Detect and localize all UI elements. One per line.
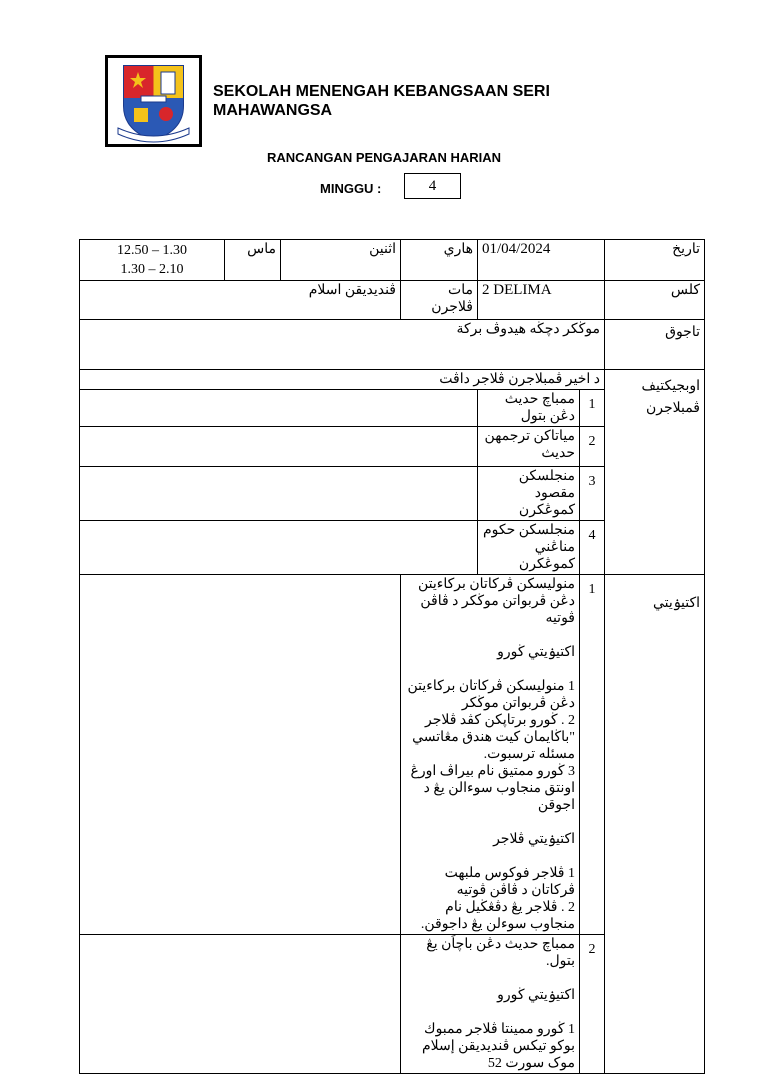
school-logo [105, 55, 202, 147]
topic-row [80, 320, 705, 370]
objectives-intro-row [80, 370, 705, 390]
date-value: 01/04/2024 [478, 240, 605, 281]
week-label: MINGGU : [320, 181, 382, 196]
time-label: ماس [225, 240, 281, 281]
activity-row [80, 575, 705, 935]
class-label: كلس [605, 281, 705, 320]
objectives-label: اوبجيكتيف ڤمبلاجرن [605, 370, 705, 575]
activities-label: اكتيۏيتي [605, 575, 705, 1074]
day-label: هاري [401, 240, 478, 281]
document-title: RANCANGAN PENGAJARAN HARIAN [266, 150, 501, 165]
topic-label: تاجوق [605, 320, 705, 370]
activity-number: 1 [580, 575, 605, 935]
school-crest-icon [108, 58, 199, 144]
objective-number: 1 [580, 390, 605, 427]
class-value: 2 DELIMA [478, 281, 605, 320]
subject-label: مات ڤلاجرن [401, 281, 478, 320]
objective-text: ممباچ حديث دڠن بتول [478, 390, 580, 427]
objective-number: 3 [580, 467, 605, 521]
lesson-plan-table [79, 239, 705, 1074]
objective-number: 4 [580, 521, 605, 575]
date-label: تاريخ [605, 240, 705, 281]
info-row-class [80, 281, 705, 320]
objective-text: مياتاكن ترجمهن حديث [478, 427, 580, 467]
activity-text: ممباچ حديث دڠن باچاَن يڠ بتول. اكتيۏيتي ڬورو 1 ڬورو ممينتا ڤلاجر ممبوك بوكو تيكس ڤنديديقن إسلام موک سورت 52 [401, 935, 580, 1074]
topic-value: موڬكر دچڬه هيدوڤ بركة [80, 320, 605, 370]
objective-text: منجلسكن حكوم مناڠني كموڠكرن [478, 521, 580, 575]
day-value: اثنين [281, 240, 401, 281]
activity-number: 2 [580, 935, 605, 1074]
week-value: 4 [404, 173, 461, 199]
activity-text: منوليسكن ڤركاتان بركاءيتن دڠن ڤربواتن موڬكر د ڤاڤن ڤوتيه اكتيۏيتي ڬورو 1 منوليسكن ڤركاتان بركاءيتن دڠن ڤربواتن موڬكر 2 . ڬورو برتاڽكن كڤد ڤلاجر "باڬايمان كيت هندق مڠاتسي مسئله ترسبوت. 3 ڬورو ممتيق نام بيراڤ اورڠ اونتق منجاوب سوءالن يڠ د اجوقن اكتيۏيتي ڤلاجر 1 ڤلاجر فوكوس ملبهت ڤركاتان د ڤاڤن ڤوتيه 2 . ڤلاجر يڠ دڤڠڬيل نام منجاوب سوءلن يڠ داجوقن. [401, 575, 580, 935]
objectives-intro: د اخير ڤمبلاجرن ڤلاجر داڤت [80, 370, 605, 390]
objective-text: منجلسكن مقصود كموڠكرن [478, 467, 580, 521]
time-value: 12.50 – 1.30 1.30 – 2.10 [80, 240, 225, 281]
info-row-date [80, 240, 705, 281]
subject-value: ڤنديديقن اسلام [80, 281, 401, 320]
school-name: SEKOLAH MENENGAH KEBANGSAAN SERI MAHAWANGSA [213, 83, 550, 119]
objective-number: 2 [580, 427, 605, 467]
